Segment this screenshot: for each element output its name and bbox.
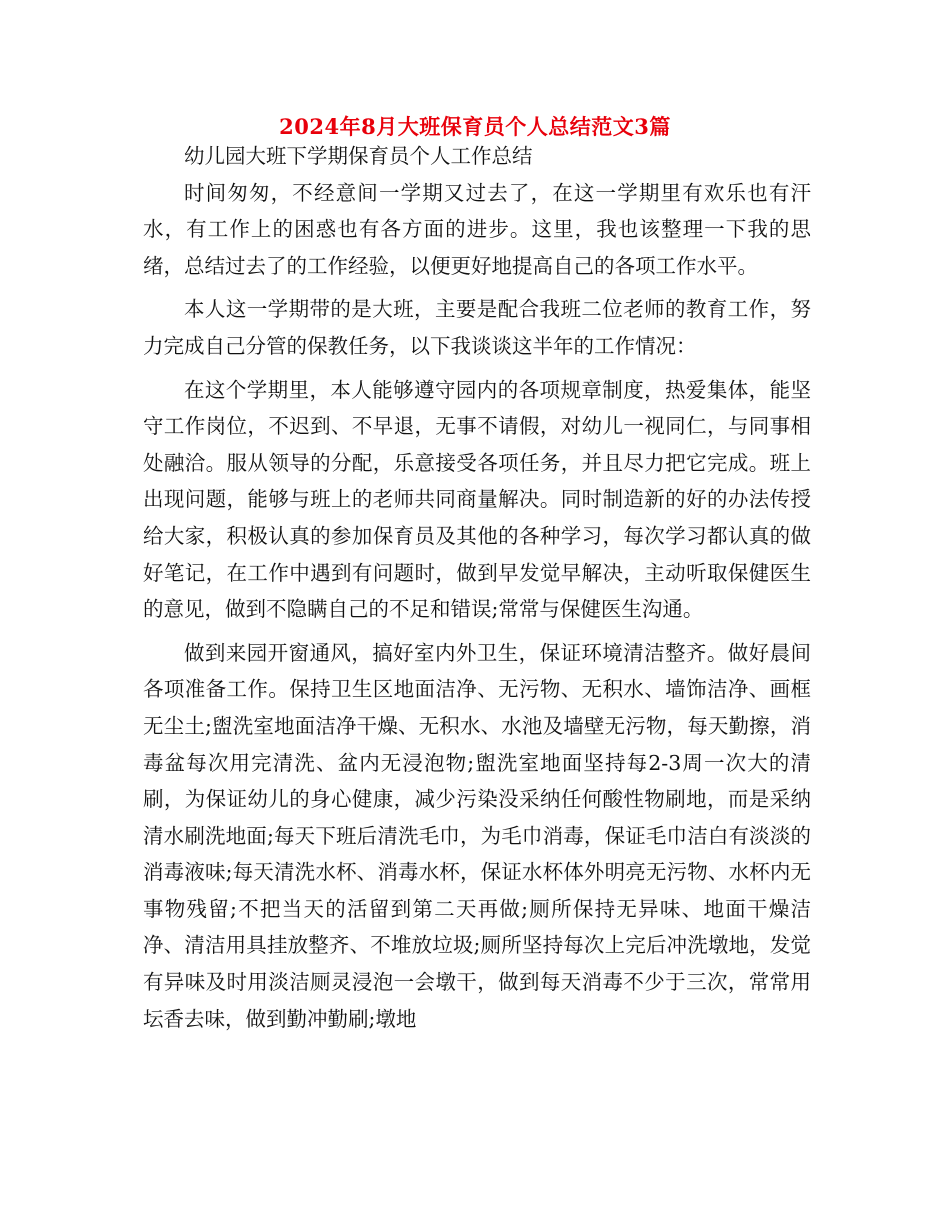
document-body xyxy=(143,138,811,1037)
document-title: 2024年8月大班保育员个人总结范文3篇 xyxy=(279,114,671,139)
paragraph-conduct: 在这个学期里，本人能够遵守园内的各项规章制度，热爱集体，能坚守工作岗位，不迟到、不早退，无事不请假，对幼儿一视同仁，与同事相处融洽。服从领导的分配，乐意接受各项任务，并且尽力把它完成。班上出现问题，能够与班上的老师共同商量解决。同时制造新的好的办法传授给大家，积极认真的参加保育员及其他的各种学习，每次学习都认真的做好笔记，在工作中遇到有问题时，做到早发觉早解决，主动听取保健医生的意见，做到不隐瞒自己的不足和错误;常常与保健医生沟通。 xyxy=(143,377,811,622)
document-subheading: 幼儿园大班下学期保育员个人工作总结 xyxy=(184,144,533,168)
paragraph-intro: 时间匆匆，不经意间一学期又过去了，在这一学期里有欢乐也有汗水，有工作上的困惑也有各方面的进步。这里，我也该整理一下我的思绪，总结过去了的工作经验，以便更好地提高自己的各项工作水平。 xyxy=(143,180,811,278)
paragraph-role: 本人这一学期带的是大班，主要是配合我班二位老师的教育工作，努力完成自己分管的保教任务，以下我谈谈这半年的工作情况： xyxy=(143,297,811,358)
paragraph-hygiene: 做到来园开窗通风，搞好室内外卫生，保证环境清洁整齐。做好晨间各项准备工作。保持卫生区地面洁净、无污物、无积水、墙饰洁净、画框无尘土;盥洗室地面洁净干燥、无积水、水池及墙壁无污物，每天勤擦，消毒盆每次用完清洗、盆内无浸泡物;盥洗室地面坚持每2-3周一次大的清刷，为保证幼儿的身心健康，减少污染没采纳任何酸性物刷地，而是采纳清水刷洗地面;每天下班后清洗毛巾，为毛巾消毒，保证毛巾洁白有淡淡的消毒液味;每天清洗水杯、消毒水杯，保证水杯体外明亮无污物、水杯内无事物残留;不把当天的活留到第二天再做;厕所保持无异味、地面干燥洁净、清洁用具挂放整齐、不堆放垃圾;厕所坚持每次上完后冲洗墩地，发觉有异味及时用淡洁厕灵浸泡一会墩干，做到每天消毒不少于三次，常常用坛香去味，做到勤冲勤刷;墩地 xyxy=(143,640,811,1031)
